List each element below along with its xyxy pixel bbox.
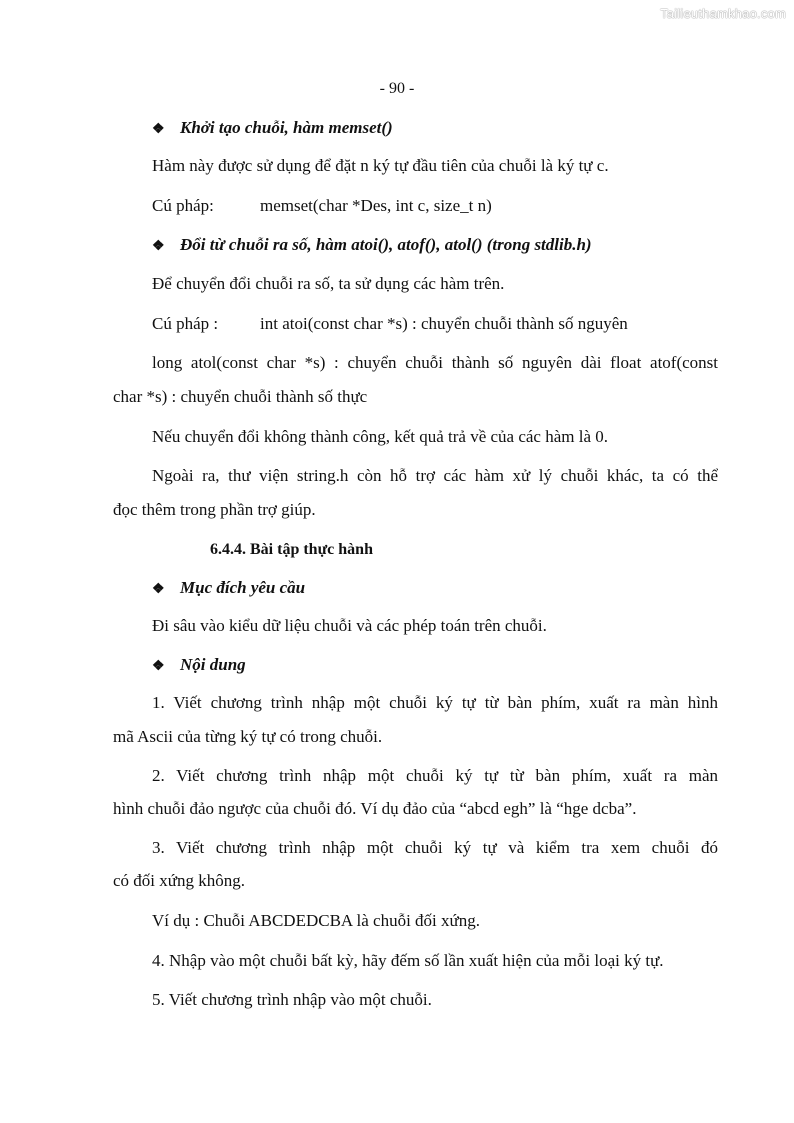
atoi-syntax-label: Cú pháp : [152,314,219,333]
atoi-heading [152,234,592,258]
exercise-3-example: Ví dụ : Chuỗi ABCDEDCBA là chuỗi đối xứng. [152,911,480,930]
atoi-syntax-code: int atoi(const char *s) : chuyển chuỗi thành số nguyên [260,314,628,333]
section-title: 6.4.4. Bài tập thực hành [210,541,373,558]
watermark: Tailieuthamkhao.com [660,6,786,21]
purpose-heading [152,577,305,601]
atoi-heading-text: Đổi từ chuỗi ra số, hàm atoi(), atof(), atol() (trong stdlib.h) [180,235,592,254]
atol-line-1: long atol(const char *s) : chuyển chuỗi thành số nguyên dài float atof(const [152,353,718,372]
page-number: - 90 - [379,80,415,97]
diamond-bullet-icon: ❖ [152,122,165,137]
memset-syntax-code: memset(char *Des, int c, size_t n) [260,196,492,215]
memset-syntax [152,195,492,217]
diamond-bullet-icon: ❖ [152,239,165,254]
exercise-2-line-1: 2. Viết chương trình nhập một chuỗi ký tự từ bàn phím, xuất ra màn [152,766,718,785]
other-functions-line-1: Ngoài ra, thư viện string.h còn hỗ trợ các hàm xử lý chuỗi khác, ta có thể [152,466,718,485]
exercise-3-line-2: có đối xứng không. [113,871,245,890]
memset-description: Hàm này được sử dụng để đặt n ký tự đầu tiên của chuỗi là ký tự c. [152,156,609,175]
memset-heading [152,117,393,141]
exercise-4: 4. Nhập vào một chuỗi bất kỳ, hãy đếm số lần xuất hiện của mỗi loại ký tự. [152,951,664,970]
exercise-1-line-1: 1. Viết chương trình nhập một chuỗi ký tự từ bàn phím, xuất ra màn hình [152,693,718,712]
purpose-text: Đi sâu vào kiểu dữ liệu chuỗi và các phép toán trên chuỗi. [152,616,547,635]
atoi-syntax [152,313,628,335]
exercise-5: 5. Viết chương trình nhập vào một chuỗi. [152,990,432,1009]
atol-line-2: char *s) : chuyển chuỗi thành số thực [113,387,368,406]
content-heading-text: Nội dung [180,655,246,674]
exercise-1-line-2: mã Ascii của từng ký tự có trong chuỗi. [113,727,383,746]
fail-note: Nếu chuyển đổi không thành công, kết quả trả về của các hàm là 0. [152,427,609,446]
memset-heading-text: Khởi tạo chuỗi, hàm memset() [180,118,393,137]
purpose-heading-text: Mục đích yêu cầu [180,578,306,597]
diamond-bullet-icon: ❖ [152,582,165,597]
memset-syntax-label: Cú pháp: [152,196,214,215]
diamond-bullet-icon: ❖ [152,659,165,674]
exercise-3-line-1: 3. Viết chương trình nhập một chuỗi ký tự và kiểm tra xem chuỗi đó [152,838,718,857]
atoi-description: Để chuyển đổi chuỗi ra số, ta sử dụng các hàm trên. [152,274,505,293]
exercise-2-line-2: hình chuỗi đảo ngược của chuỗi đó. Ví dụ đảo của “abcd egh” là “hge dcba”. [113,799,637,818]
content-heading [152,654,246,678]
other-functions-line-2: đọc thêm trong phần trợ giúp. [113,500,316,519]
